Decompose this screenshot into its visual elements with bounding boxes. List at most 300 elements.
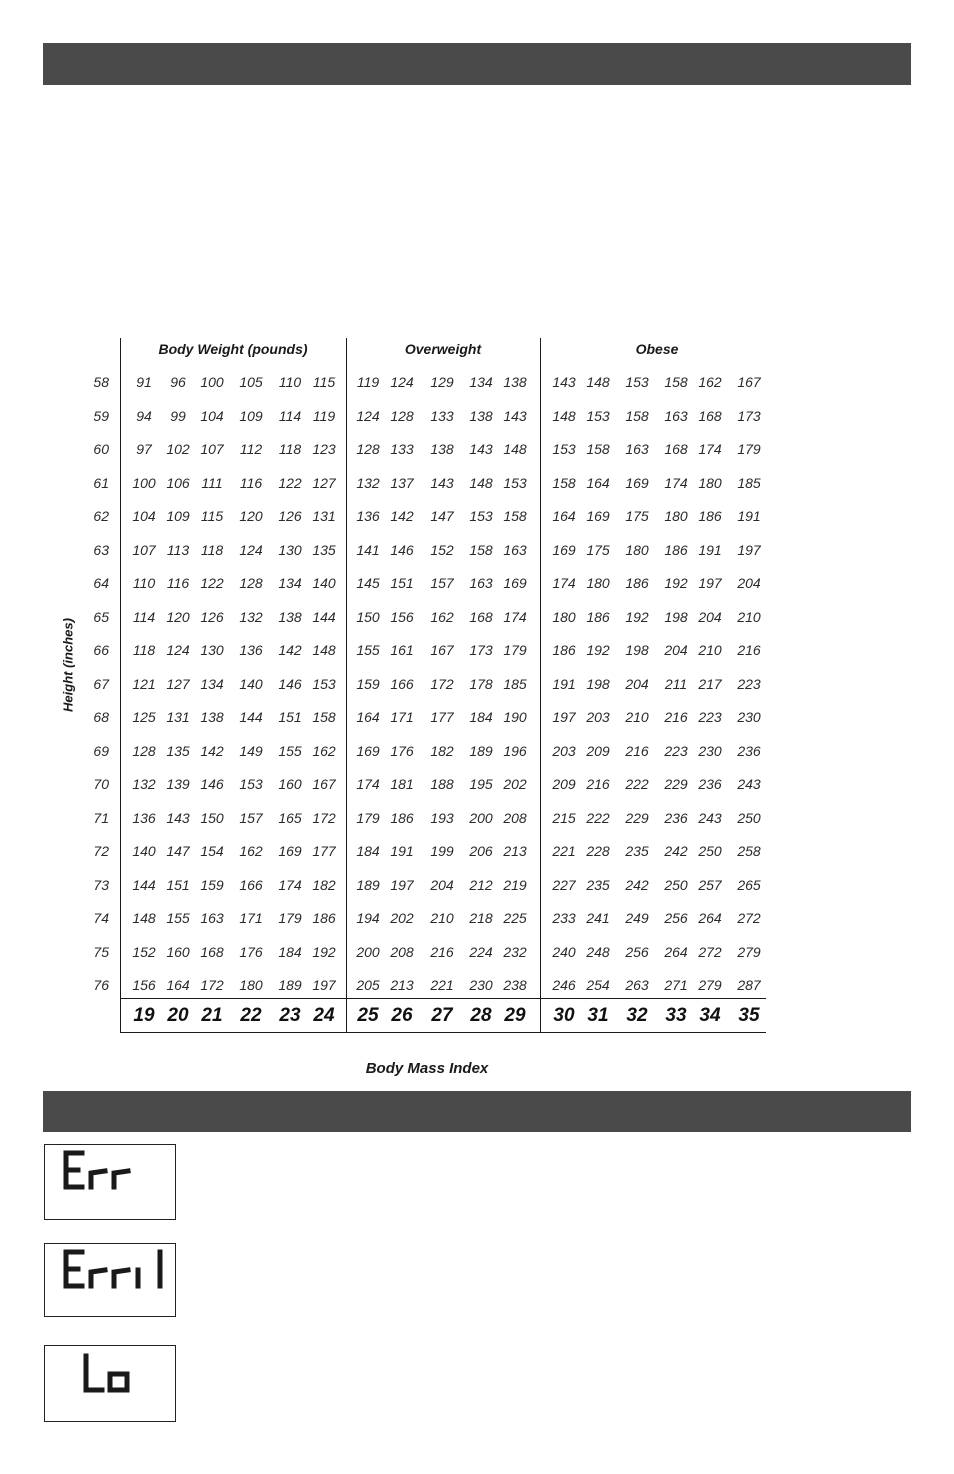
weight-cell-h59-bmi32: 158 xyxy=(625,407,649,424)
weight-cell-h68-bmi24: 158 xyxy=(312,709,336,725)
bmi-value-32: 32 xyxy=(626,1005,648,1026)
lcd-glyphs-lo xyxy=(45,1346,175,1421)
weight-cell-h64-bmi19: 110 xyxy=(132,575,156,591)
weight-cell-h64-bmi21: 122 xyxy=(200,575,224,591)
weight-cell-h65-bmi19: 114 xyxy=(132,608,156,625)
weight-cell-h60-bmi20: 102 xyxy=(166,441,190,457)
weight-cell-h69-bmi29: 196 xyxy=(503,742,527,759)
weight-cell-h68-bmi26: 171 xyxy=(390,709,414,725)
weight-cell-h63-bmi27: 152 xyxy=(430,541,454,558)
weight-cell-h61-bmi20: 106 xyxy=(166,474,190,491)
weight-cell-h60-bmi26: 133 xyxy=(390,441,414,457)
weight-cell-h71-bmi28: 200 xyxy=(469,809,493,826)
weight-cell-h76-bmi31: 254 xyxy=(586,977,610,993)
weight-cell-h65-bmi30: 180 xyxy=(552,608,576,625)
weight-cell-h65-bmi20: 120 xyxy=(166,608,190,625)
weight-cell-h69-bmi21: 142 xyxy=(200,742,224,759)
height-value-72: 72 xyxy=(93,843,109,859)
bmi-axis-label: Body Mass Index xyxy=(365,1060,489,1077)
bmi-row-top-border xyxy=(120,998,766,999)
weight-cell-h76-bmi29: 238 xyxy=(503,977,527,993)
weight-cell-h68-bmi25: 164 xyxy=(356,709,380,725)
weight-cell-h73-bmi25: 189 xyxy=(356,876,380,893)
weight-cell-h73-bmi31: 235 xyxy=(586,876,610,893)
weight-cell-h74-bmi33: 256 xyxy=(664,910,688,926)
weight-cell-h67-bmi27: 172 xyxy=(430,675,454,692)
weight-cell-h76-bmi22: 180 xyxy=(239,977,263,993)
weight-cell-h64-bmi27: 157 xyxy=(430,575,454,591)
weight-cell-h72-bmi32: 235 xyxy=(625,843,649,859)
weight-cell-h71-bmi26: 186 xyxy=(390,809,414,826)
weight-cell-h58-bmi22: 105 xyxy=(239,374,263,390)
weight-cell-h66-bmi27: 167 xyxy=(430,642,454,658)
weight-cell-h59-bmi19: 94 xyxy=(136,407,152,424)
weight-cell-h64-bmi33: 192 xyxy=(664,575,688,591)
weight-cell-h64-bmi31: 180 xyxy=(586,575,610,591)
weight-cell-h59-bmi27: 133 xyxy=(430,407,454,424)
weight-cell-h76-bmi27: 221 xyxy=(430,977,454,993)
weight-cell-h63-bmi33: 186 xyxy=(664,541,688,558)
weight-cell-h67-bmi20: 127 xyxy=(166,675,190,692)
weight-cell-h68-bmi33: 216 xyxy=(664,709,688,725)
lcd-display-lo xyxy=(44,1345,176,1422)
weight-cell-h69-bmi32: 216 xyxy=(625,742,649,759)
weight-cell-h70-bmi20: 139 xyxy=(166,776,190,792)
weight-cell-h70-bmi19: 132 xyxy=(132,776,156,792)
height-value-68: 68 xyxy=(93,709,109,725)
weight-cell-h59-bmi35: 173 xyxy=(737,407,761,424)
weight-cell-h75-bmi29: 232 xyxy=(503,943,527,960)
weight-cell-h70-bmi26: 181 xyxy=(390,776,414,792)
weight-cell-h64-bmi34: 197 xyxy=(698,575,722,591)
bmi-value-19: 19 xyxy=(133,1005,155,1026)
weight-cell-h61-bmi34: 180 xyxy=(698,474,722,491)
height-value-65: 65 xyxy=(93,608,109,625)
weight-cell-h68-bmi29: 190 xyxy=(503,709,527,725)
weight-cell-h73-bmi28: 212 xyxy=(469,876,493,893)
weight-cell-h68-bmi19: 125 xyxy=(132,709,156,725)
weight-cell-h61-bmi24: 127 xyxy=(312,474,336,491)
weight-cell-h76-bmi28: 230 xyxy=(469,977,493,993)
weight-cell-h70-bmi32: 222 xyxy=(625,776,649,792)
weight-cell-h75-bmi23: 184 xyxy=(278,943,302,960)
bmi-value-22: 22 xyxy=(240,1005,262,1026)
weight-cell-h69-bmi35: 236 xyxy=(737,742,761,759)
weight-cell-h69-bmi27: 182 xyxy=(430,742,454,759)
weight-cell-h69-bmi19: 128 xyxy=(132,742,156,759)
weight-cell-h72-bmi28: 206 xyxy=(469,843,493,859)
weight-cell-h64-bmi32: 186 xyxy=(625,575,649,591)
weight-cell-h74-bmi30: 233 xyxy=(552,910,576,926)
height-value-60: 60 xyxy=(93,441,109,457)
weight-cell-h58-bmi30: 143 xyxy=(552,374,576,390)
weight-cell-h61-bmi22: 116 xyxy=(239,474,263,491)
weight-cell-h68-bmi28: 184 xyxy=(469,709,493,725)
weight-cell-h66-bmi29: 179 xyxy=(503,642,527,658)
height-value-64: 64 xyxy=(93,575,109,591)
weight-cell-h76-bmi35: 287 xyxy=(737,977,761,993)
weight-cell-h61-bmi28: 148 xyxy=(469,474,493,491)
weight-cell-h75-bmi32: 256 xyxy=(625,943,649,960)
weight-cell-h75-bmi21: 168 xyxy=(200,943,224,960)
weight-cell-h72-bmi34: 250 xyxy=(698,843,722,859)
weight-cell-h69-bmi28: 189 xyxy=(469,742,493,759)
weight-cell-h71-bmi25: 179 xyxy=(356,809,380,826)
weight-cell-h69-bmi31: 209 xyxy=(586,742,610,759)
weight-cell-h65-bmi34: 204 xyxy=(698,608,722,625)
weight-cell-h60-bmi25: 128 xyxy=(356,441,380,457)
weight-cell-h76-bmi33: 271 xyxy=(664,977,688,993)
weight-cell-h62-bmi27: 147 xyxy=(430,508,454,524)
weight-cell-h66-bmi34: 210 xyxy=(698,642,722,658)
weight-cell-h74-bmi35: 272 xyxy=(737,910,761,926)
weight-cell-h66-bmi22: 136 xyxy=(239,642,263,658)
weight-cell-h59-bmi28: 138 xyxy=(469,407,493,424)
weight-cell-h62-bmi26: 142 xyxy=(390,508,414,524)
lcd-glyphs-err1 xyxy=(45,1244,175,1316)
weight-cell-h67-bmi21: 134 xyxy=(200,675,224,692)
weight-cell-h60-bmi32: 163 xyxy=(625,441,649,457)
weight-cell-h66-bmi19: 118 xyxy=(132,642,156,658)
height-value-76: 76 xyxy=(93,977,109,993)
weight-cell-h70-bmi23: 160 xyxy=(278,776,302,792)
weight-cell-h71-bmi22: 157 xyxy=(239,809,263,826)
weight-cell-h74-bmi23: 179 xyxy=(278,910,302,926)
weight-cell-h61-bmi19: 100 xyxy=(132,474,156,491)
height-value-73: 73 xyxy=(93,876,109,893)
weight-cell-h61-bmi30: 158 xyxy=(552,474,576,491)
weight-cell-h76-bmi20: 164 xyxy=(166,977,190,993)
weight-cell-h67-bmi24: 153 xyxy=(312,675,336,692)
weight-cell-h58-bmi28: 134 xyxy=(469,374,493,390)
weight-cell-h61-bmi23: 122 xyxy=(278,474,302,491)
weight-cell-h75-bmi28: 224 xyxy=(469,943,493,960)
weight-cell-h68-bmi32: 210 xyxy=(625,709,649,725)
weight-cell-h60-bmi35: 179 xyxy=(737,441,761,457)
weight-cell-h67-bmi19: 121 xyxy=(132,675,156,692)
weight-cell-h59-bmi24: 119 xyxy=(312,407,336,424)
weight-cell-h72-bmi29: 213 xyxy=(503,843,527,859)
weight-cell-h74-bmi34: 264 xyxy=(698,910,722,926)
weight-cell-h63-bmi30: 169 xyxy=(552,541,576,558)
weight-cell-h71-bmi30: 215 xyxy=(552,809,576,826)
weight-cell-h62-bmi23: 126 xyxy=(278,508,302,524)
weight-cell-h74-bmi31: 241 xyxy=(586,910,610,926)
weight-cell-h72-bmi22: 162 xyxy=(239,843,263,859)
header-bar-middle xyxy=(43,1091,911,1132)
weight-cell-h74-bmi22: 171 xyxy=(239,910,263,926)
weight-cell-h73-bmi24: 182 xyxy=(312,876,336,893)
weight-cell-h60-bmi22: 112 xyxy=(239,441,263,457)
height-value-62: 62 xyxy=(93,508,109,524)
weight-cell-h62-bmi35: 191 xyxy=(737,508,761,524)
weight-cell-h76-bmi26: 213 xyxy=(390,977,414,993)
weight-cell-h65-bmi32: 192 xyxy=(625,608,649,625)
weight-cell-h70-bmi22: 153 xyxy=(239,776,263,792)
weight-cell-h66-bmi30: 186 xyxy=(552,642,576,658)
height-value-70: 70 xyxy=(93,776,109,792)
weight-cell-h72-bmi35: 258 xyxy=(737,843,761,859)
weight-cell-h58-bmi23: 110 xyxy=(278,374,302,390)
weight-cell-h74-bmi25: 194 xyxy=(356,910,380,926)
lcd-display-err1 xyxy=(44,1243,176,1317)
weight-cell-h67-bmi33: 211 xyxy=(664,675,688,692)
weight-cell-h70-bmi30: 209 xyxy=(552,776,576,792)
weight-cell-h63-bmi24: 135 xyxy=(312,541,336,558)
weight-cell-h71-bmi27: 193 xyxy=(430,809,454,826)
weight-cell-h70-bmi28: 195 xyxy=(469,776,493,792)
weight-cell-h74-bmi21: 163 xyxy=(200,910,224,926)
bmi-value-30: 30 xyxy=(553,1005,575,1026)
weight-cell-h60-bmi30: 153 xyxy=(552,441,576,457)
weight-cell-h69-bmi25: 169 xyxy=(356,742,380,759)
weight-cell-h67-bmi26: 166 xyxy=(390,675,414,692)
weight-cell-h67-bmi32: 204 xyxy=(625,675,649,692)
weight-cell-h71-bmi33: 236 xyxy=(664,809,688,826)
weight-cell-h72-bmi20: 147 xyxy=(166,843,190,859)
weight-cell-h69-bmi20: 135 xyxy=(166,742,190,759)
group-label-overweight: Overweight xyxy=(404,341,482,357)
weight-cell-h65-bmi27: 162 xyxy=(430,608,454,625)
height-value-74: 74 xyxy=(93,910,109,926)
weight-cell-h75-bmi34: 272 xyxy=(698,943,722,960)
weight-cell-h58-bmi29: 138 xyxy=(503,374,527,390)
weight-cell-h59-bmi20: 99 xyxy=(170,407,186,424)
weight-cell-h65-bmi25: 150 xyxy=(356,608,380,625)
weight-cell-h60-bmi34: 174 xyxy=(698,441,722,457)
weight-cell-h74-bmi32: 249 xyxy=(625,910,649,926)
weight-cell-h73-bmi34: 257 xyxy=(698,876,722,893)
weight-cell-h61-bmi31: 164 xyxy=(586,474,610,491)
weight-cell-h66-bmi28: 173 xyxy=(469,642,493,658)
weight-cell-h68-bmi20: 131 xyxy=(166,709,190,725)
weight-cell-h67-bmi34: 217 xyxy=(698,675,722,692)
weight-cell-h62-bmi29: 158 xyxy=(503,508,527,524)
weight-cell-h71-bmi32: 229 xyxy=(625,809,649,826)
weight-cell-h64-bmi28: 163 xyxy=(469,575,493,591)
weight-cell-h70-bmi33: 229 xyxy=(664,776,688,792)
weight-cell-h66-bmi33: 204 xyxy=(664,642,688,658)
height-value-63: 63 xyxy=(93,541,109,558)
weight-cell-h67-bmi35: 223 xyxy=(737,675,761,692)
weight-cell-h65-bmi31: 186 xyxy=(586,608,610,625)
weight-cell-h62-bmi33: 180 xyxy=(664,508,688,524)
weight-cell-h59-bmi30: 148 xyxy=(552,407,576,424)
weight-cell-h67-bmi29: 185 xyxy=(503,675,527,692)
weight-cell-h62-bmi22: 120 xyxy=(239,508,263,524)
weight-cell-h72-bmi27: 199 xyxy=(430,843,454,859)
weight-cell-h76-bmi24: 197 xyxy=(312,977,336,993)
weight-cell-h61-bmi33: 174 xyxy=(664,474,688,491)
weight-cell-h61-bmi35: 185 xyxy=(737,474,761,491)
weight-cell-h70-bmi31: 216 xyxy=(586,776,610,792)
weight-cell-h73-bmi26: 197 xyxy=(390,876,414,893)
weight-cell-h65-bmi35: 210 xyxy=(737,608,761,625)
weight-cell-h75-bmi30: 240 xyxy=(552,943,576,960)
weight-cell-h61-bmi32: 169 xyxy=(625,474,649,491)
weight-cell-h60-bmi23: 118 xyxy=(278,441,302,457)
weight-cell-h73-bmi21: 159 xyxy=(200,876,224,893)
weight-cell-h59-bmi34: 168 xyxy=(698,407,722,424)
weight-cell-h60-bmi33: 168 xyxy=(664,441,688,457)
weight-cell-h62-bmi19: 104 xyxy=(132,508,156,524)
weight-cell-h61-bmi21: 111 xyxy=(201,474,223,491)
weight-cell-h60-bmi21: 107 xyxy=(200,441,224,457)
weight-cell-h72-bmi26: 191 xyxy=(390,843,414,859)
weight-cell-h64-bmi35: 204 xyxy=(737,575,761,591)
lcd-glyphs-err xyxy=(45,1145,175,1219)
weight-cell-h73-bmi23: 174 xyxy=(278,876,302,893)
bmi-value-28: 28 xyxy=(470,1005,492,1026)
weight-cell-h62-bmi21: 115 xyxy=(200,508,224,524)
height-value-71: 71 xyxy=(93,809,109,826)
weight-cell-h75-bmi20: 160 xyxy=(166,943,190,960)
weight-cell-h64-bmi26: 151 xyxy=(390,575,414,591)
weight-cell-h75-bmi31: 248 xyxy=(586,943,610,960)
height-value-67: 67 xyxy=(93,675,109,692)
weight-cell-h63-bmi25: 141 xyxy=(356,541,380,558)
weight-cell-h68-bmi23: 151 xyxy=(278,709,302,725)
weight-cell-h62-bmi32: 175 xyxy=(625,508,649,524)
weight-cell-h65-bmi21: 126 xyxy=(200,608,224,625)
weight-cell-h68-bmi35: 230 xyxy=(737,709,761,725)
weight-cell-h69-bmi26: 176 xyxy=(390,742,414,759)
weight-cell-h72-bmi19: 140 xyxy=(132,843,156,859)
weight-cell-h65-bmi23: 138 xyxy=(278,608,302,625)
weight-cell-h75-bmi24: 192 xyxy=(312,943,336,960)
weight-cell-h70-bmi27: 188 xyxy=(430,776,454,792)
weight-cell-h75-bmi22: 176 xyxy=(239,943,263,960)
bmi-value-33: 33 xyxy=(665,1005,687,1026)
weight-cell-h65-bmi24: 144 xyxy=(312,608,336,625)
weight-cell-h63-bmi21: 118 xyxy=(200,541,224,558)
weight-cell-h65-bmi29: 174 xyxy=(503,608,527,625)
weight-cell-h59-bmi31: 153 xyxy=(586,407,610,424)
weight-cell-h58-bmi26: 124 xyxy=(390,374,414,390)
weight-cell-h70-bmi21: 146 xyxy=(200,776,224,792)
weight-cell-h76-bmi23: 189 xyxy=(278,977,302,993)
weight-cell-h76-bmi19: 156 xyxy=(132,977,156,993)
weight-cell-h69-bmi24: 162 xyxy=(312,742,336,759)
weight-cell-h68-bmi30: 197 xyxy=(552,709,576,725)
weight-cell-h75-bmi19: 152 xyxy=(132,943,156,960)
weight-cell-h69-bmi23: 155 xyxy=(278,742,302,759)
weight-cell-h63-bmi34: 191 xyxy=(698,541,722,558)
weight-cell-h73-bmi32: 242 xyxy=(625,876,649,893)
weight-cell-h75-bmi27: 216 xyxy=(430,943,454,960)
weight-cell-h74-bmi19: 148 xyxy=(132,910,156,926)
weight-cell-h72-bmi30: 221 xyxy=(552,843,576,859)
weight-cell-h59-bmi33: 163 xyxy=(664,407,688,424)
weight-cell-h70-bmi29: 202 xyxy=(503,776,527,792)
divider-obese xyxy=(540,338,541,1033)
weight-cell-h67-bmi30: 191 xyxy=(552,675,576,692)
weight-cell-h68-bmi22: 144 xyxy=(239,709,263,725)
weight-cell-h74-bmi24: 186 xyxy=(312,910,336,926)
bmi-value-20: 20 xyxy=(167,1005,189,1026)
weight-cell-h62-bmi20: 109 xyxy=(166,508,190,524)
weight-cell-h65-bmi26: 156 xyxy=(390,608,414,625)
bmi-value-34: 34 xyxy=(699,1005,721,1026)
bmi-value-25: 25 xyxy=(357,1005,379,1026)
weight-cell-h69-bmi22: 149 xyxy=(239,742,263,759)
weight-cell-h65-bmi33: 198 xyxy=(664,608,688,625)
weight-cell-h75-bmi25: 200 xyxy=(356,943,380,960)
weight-cell-h62-bmi34: 186 xyxy=(698,508,722,524)
weight-cell-h60-bmi24: 123 xyxy=(312,441,336,457)
weight-cell-h74-bmi29: 225 xyxy=(503,910,527,926)
weight-cell-h58-bmi33: 158 xyxy=(664,374,688,390)
height-axis-label: Height (inches) xyxy=(60,618,76,712)
bmi-value-31: 31 xyxy=(587,1005,609,1026)
weight-cell-h70-bmi24: 167 xyxy=(312,776,336,792)
weight-cell-h74-bmi26: 202 xyxy=(390,910,414,926)
divider-overweight xyxy=(346,338,347,1033)
weight-cell-h64-bmi20: 116 xyxy=(166,575,190,591)
weight-cell-h67-bmi23: 146 xyxy=(278,675,302,692)
weight-cell-h60-bmi29: 148 xyxy=(503,441,527,457)
weight-cell-h63-bmi26: 146 xyxy=(390,541,414,558)
weight-cell-h65-bmi28: 168 xyxy=(469,608,493,625)
bmi-value-23: 23 xyxy=(279,1005,301,1026)
weight-cell-h59-bmi21: 104 xyxy=(200,407,224,424)
table-left-border xyxy=(120,338,121,1033)
weight-cell-h68-bmi21: 138 xyxy=(200,709,224,725)
bmi-value-29: 29 xyxy=(504,1005,526,1026)
height-value-66: 66 xyxy=(93,642,109,658)
weight-cell-h67-bmi25: 159 xyxy=(356,675,380,692)
weight-cell-h60-bmi19: 97 xyxy=(136,441,152,457)
weight-cell-h74-bmi28: 218 xyxy=(469,910,493,926)
weight-cell-h75-bmi26: 208 xyxy=(390,943,414,960)
weight-cell-h66-bmi35: 216 xyxy=(737,642,761,658)
weight-cell-h71-bmi34: 243 xyxy=(698,809,722,826)
weight-cell-h64-bmi23: 134 xyxy=(278,575,302,591)
weight-cell-h71-bmi19: 136 xyxy=(132,809,156,826)
weight-cell-h66-bmi32: 198 xyxy=(625,642,649,658)
weight-cell-h58-bmi21: 100 xyxy=(200,374,224,390)
weight-cell-h70-bmi35: 243 xyxy=(737,776,761,792)
weight-cell-h64-bmi24: 140 xyxy=(312,575,336,591)
weight-cell-h69-bmi34: 230 xyxy=(698,742,722,759)
weight-cell-h72-bmi24: 177 xyxy=(312,843,336,859)
weight-cell-h73-bmi33: 250 xyxy=(664,876,688,893)
weight-cell-h65-bmi22: 132 xyxy=(239,608,263,625)
weight-cell-h58-bmi35: 167 xyxy=(737,374,761,390)
weight-cell-h59-bmi29: 143 xyxy=(503,407,527,424)
weight-cell-h76-bmi34: 279 xyxy=(698,977,722,993)
weight-cell-h63-bmi23: 130 xyxy=(278,541,302,558)
weight-cell-h72-bmi25: 184 xyxy=(356,843,380,859)
weight-cell-h59-bmi25: 124 xyxy=(356,407,380,424)
weight-cell-h71-bmi31: 222 xyxy=(586,809,610,826)
weight-cell-h62-bmi24: 131 xyxy=(312,508,336,524)
weight-cell-h59-bmi23: 114 xyxy=(278,407,302,424)
weight-cell-h58-bmi24: 115 xyxy=(312,374,336,390)
weight-cell-h71-bmi21: 150 xyxy=(200,809,224,826)
weight-cell-h71-bmi20: 143 xyxy=(166,809,190,826)
height-value-69: 69 xyxy=(93,742,109,759)
bmi-value-21: 21 xyxy=(201,1005,223,1026)
weight-cell-h71-bmi23: 165 xyxy=(278,809,302,826)
weight-cell-h63-bmi19: 107 xyxy=(132,541,156,558)
weight-cell-h61-bmi29: 153 xyxy=(503,474,527,491)
weight-cell-h62-bmi30: 164 xyxy=(552,508,576,524)
weight-cell-h71-bmi24: 172 xyxy=(312,809,336,826)
weight-cell-h63-bmi29: 163 xyxy=(503,541,527,558)
weight-cell-h67-bmi22: 140 xyxy=(239,675,263,692)
weight-cell-h73-bmi19: 144 xyxy=(132,876,156,893)
